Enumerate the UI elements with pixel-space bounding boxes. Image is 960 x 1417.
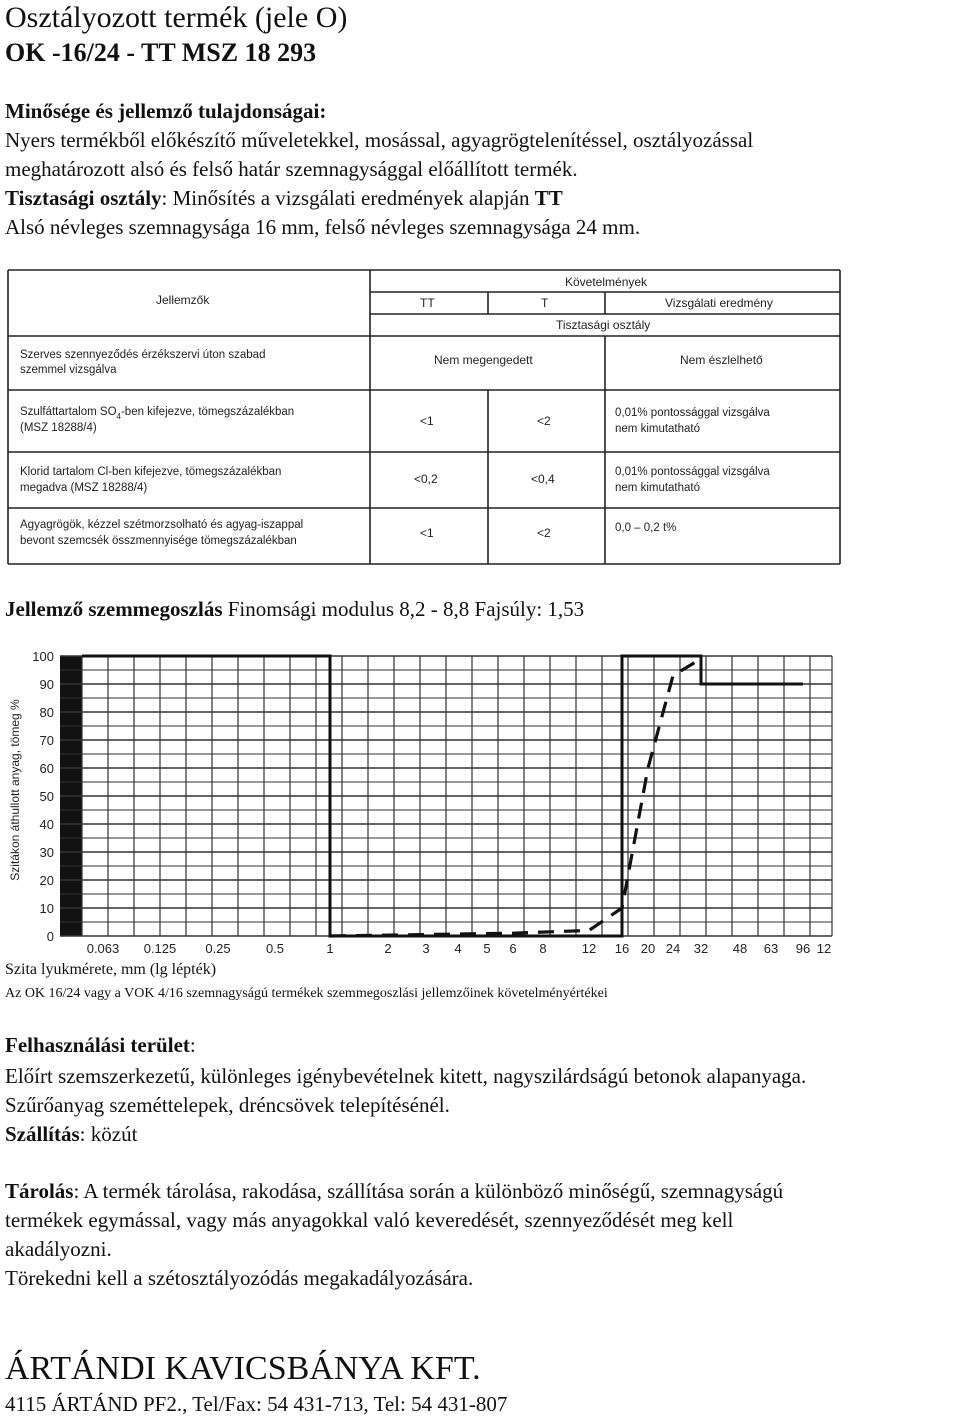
x-tick-label: 32 (693, 941, 709, 956)
y-tick-label: 90 (39, 677, 54, 692)
row-2-label-2: (MSZ 18288/4) (20, 422, 97, 434)
y-tick-label: 100 (32, 649, 54, 664)
col-tt: TT (420, 296, 435, 310)
transport-line (5, 1120, 137, 1149)
usage-colon: : (189, 1033, 196, 1057)
col-kovetelmenyek: Követelmények (565, 275, 648, 289)
purity-class-text: : Minősítés a vizsgálati eredmények alapján (161, 186, 535, 210)
row-4-result-1: 0,0 – 0,2 t% (615, 522, 677, 534)
row-3-tt: <0,2 (414, 472, 438, 486)
usage-heading-line (5, 1031, 196, 1060)
purity-class-label: Tisztasági osztály (5, 186, 162, 210)
y-tick-label: 10 (39, 901, 54, 916)
row-3-label-2: megadva (MSZ 18288/4) (20, 482, 148, 494)
y-tick-label: 50 (39, 789, 54, 804)
chart-caption: Az OK 16/24 vagy a VOK 4/16 szemnagyságú termékek szemmegoszlási jellemzőinek követelményértékei (5, 986, 608, 1001)
transport-text: : közút (79, 1122, 138, 1146)
row-4-label-2: bevont szemcsék összmennyisége tömegszázalékban (20, 535, 297, 547)
usage-line-2: Szűrőanyag szeméttelepek, dréncsövek telepítésénél. (5, 1093, 450, 1117)
y-tick-label: 40 (39, 817, 54, 832)
storage-line-2: termékek egymással, vagy más anyagokkal való keveredését, szennyeződését meg kell (5, 1208, 734, 1232)
distribution-label: Jellemző szemmegoszlás (5, 597, 223, 621)
grain-size-line: Alsó névleges szemnagysága 16 mm, felső névleges szemnagysága 24 mm. (5, 215, 641, 239)
x-tick-label: 0.125 (143, 941, 177, 956)
col-vizsgalati: Vizsgálati eredmény (665, 296, 773, 310)
x-tick-label: 0.25 (205, 941, 231, 956)
transport-label: Szállítás (5, 1122, 80, 1146)
row-3-t: <0,4 (531, 472, 555, 486)
row-1-label-2: szemmel vizsgálva (20, 364, 117, 376)
y-tick-label: 20 (39, 873, 54, 888)
col-jellemzok: Jellemzők (156, 293, 210, 307)
y-tick-label: 80 (39, 705, 54, 720)
product-code: OK -16/24 - TT MSZ 18 293 (5, 38, 317, 67)
distribution-line (5, 595, 584, 624)
y-tick-label: 70 (39, 733, 54, 748)
chart-y-ticks (32, 649, 54, 944)
quality-line-2: meghatározott alsó és felső határ szemnagysággal előállított termék. (5, 157, 578, 181)
storage-label: Tárolás (5, 1179, 74, 1203)
quality-heading: Minősége és jellemző tulajdonságai: (5, 99, 327, 123)
storage-line-3: akadályozni. (5, 1237, 112, 1261)
y-tick-label: 0 (46, 929, 54, 944)
quality-line-1: Nyers termékből előkészítő műveletekkel, mosással, agyagrögtelenítéssel, osztályozással (5, 128, 754, 152)
row-2-label-1b: -ben kifejezve, tömegszázalékban (120, 406, 295, 418)
row-1-requirement: Nem megengedett (434, 353, 533, 367)
x-tick-label: 6 (509, 941, 517, 956)
x-tick-label: 63 (763, 941, 779, 956)
col-tisztasagi: Tisztasági osztály (556, 318, 651, 332)
x-tick-label: 48 (732, 941, 748, 956)
row-4-tt: <1 (420, 526, 434, 540)
company-name: ÁRTÁNDI KAVICSBÁNYA KFT. (5, 1350, 481, 1387)
row-3-label-1: Klorid tartalom Cl-ben kifejezve, tömegszázalékban (20, 466, 282, 478)
row-2-tt: <1 (420, 414, 434, 428)
row-3-result-1: 0,01% pontossággal vizsgálva (615, 466, 770, 478)
row-3-result-2: nem kimutatható (615, 482, 701, 494)
chart-x-label: Szita lyukmérete, mm (lg lépték) (5, 961, 217, 978)
x-tick-label: 16 (614, 941, 630, 956)
row-1-result: Nem észlelhető (680, 353, 763, 367)
x-tick-label: 1 (326, 941, 334, 956)
chart-grid (60, 656, 832, 936)
col-t: T (541, 296, 549, 310)
x-tick-label: 0.063 (86, 941, 120, 956)
x-tick-label: 12 (581, 941, 597, 956)
purity-class-value: TT (534, 186, 563, 210)
storage-line-4: Törekedni kell a szétosztályozódás megakadályozására. (5, 1266, 474, 1290)
x-tick-label: 8 (539, 941, 547, 956)
x-tick-label: 2 (384, 941, 392, 956)
x-tick-label: 20 (640, 941, 656, 956)
row-4-t: <2 (537, 526, 551, 540)
x-tick-label: 5 (483, 941, 491, 956)
chart-y-label: Szitákon áthullott anyag, tömeg % (8, 699, 22, 881)
x-tick-label: 12 (816, 941, 832, 956)
usage-line-1: Előírt szemszerkezetű, különleges igénybevételnek kitett, nagyszilárdságú betonok alapanyaga. (5, 1064, 807, 1088)
chart-x-ticks (87, 941, 832, 956)
requirements-table (0, 262, 960, 572)
x-tick-label: 3 (422, 941, 430, 956)
company-address: 4115 ÁRTÁND PF2., Tel/Fax: 54 431-713, Tel: 54 431-807 (5, 1392, 508, 1416)
purity-class-line (5, 184, 563, 213)
storage-text-1: : A termék tárolása, rakodása, szállítása során a különböző minőségű, szemnagyságú (73, 1179, 784, 1203)
grading-chart (0, 640, 860, 960)
row-2-t: <2 (537, 414, 551, 428)
row-4-label-1: Agyagrögök, kézzel szétmorzsolható és agyag-iszappal (20, 519, 304, 531)
row-1-label-1: Szerves szennyeződés érzékszervi úton szabad (20, 349, 266, 361)
row-2-result-1: 0,01% pontossággal vizsgálva (615, 407, 770, 419)
x-tick-label: 0.5 (265, 941, 285, 956)
x-tick-label: 4 (454, 941, 462, 956)
row-2-label-1 (20, 406, 294, 421)
row-2-label-1a: Szulfáttartalom SO (20, 406, 117, 418)
x-tick-label: 24 (665, 941, 681, 956)
x-tick-label: 96 (795, 941, 811, 956)
row-2-label-sub: 4 (116, 412, 121, 421)
y-tick-label: 30 (39, 845, 54, 860)
y-tick-label: 60 (39, 761, 54, 776)
page-title: Osztályozott termék (jele O) (5, 1, 348, 34)
storage-line-1 (5, 1177, 783, 1206)
row-2-result-2: nem kimutatható (615, 423, 701, 435)
usage-heading: Felhasználási terület (5, 1033, 190, 1057)
distribution-text: Finomsági modulus 8,2 - 8,8 Fajsúly: 1,53 (222, 597, 585, 621)
